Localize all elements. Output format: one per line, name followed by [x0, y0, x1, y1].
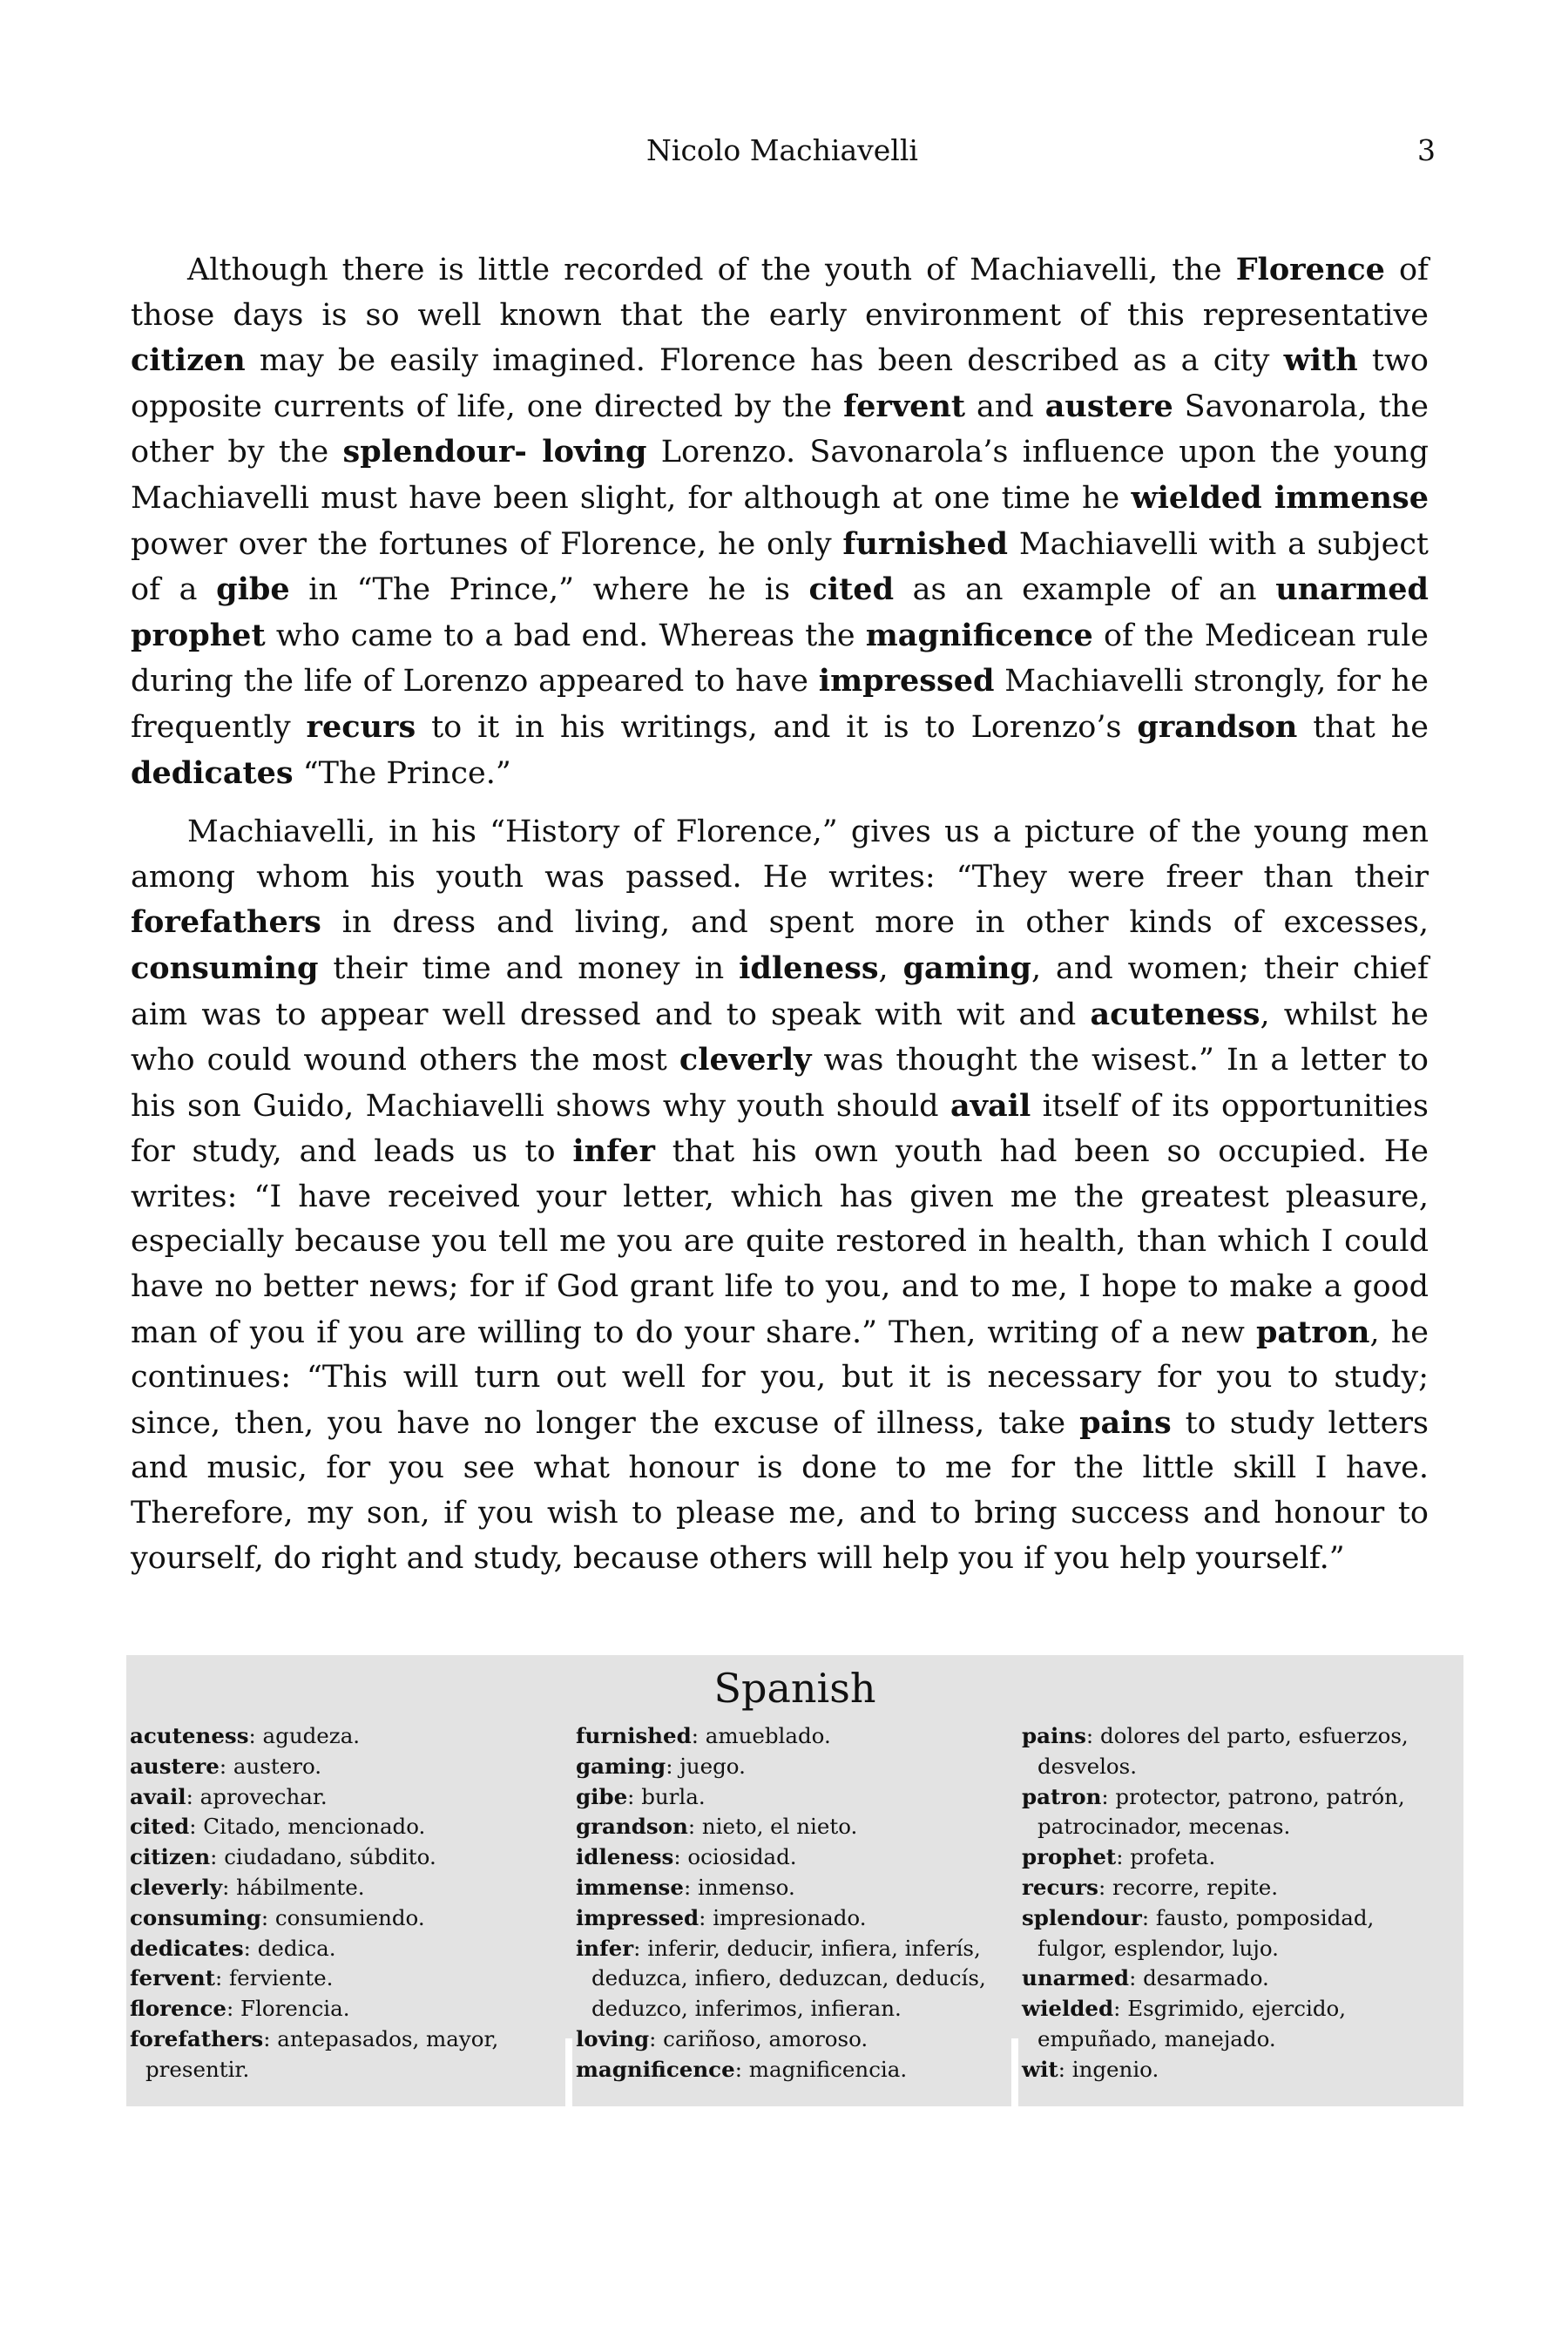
glossary-definition: : magnificencia. — [734, 2056, 908, 2082]
text-run: Although there is little recorded of the youth of Machiavelli, the — [187, 253, 1236, 287]
glossary-entry — [576, 1903, 1003, 1934]
glossary-entry — [1022, 1963, 1449, 1994]
glossary-title: Spanish — [713, 1665, 876, 1712]
glossary-entry — [130, 1842, 557, 1873]
glossary-entry — [1022, 1994, 1449, 2055]
glossary-term: wielded — [1022, 1996, 1114, 2022]
glossed-term: consuming — [131, 950, 319, 986]
glossed-term: grandson — [1137, 708, 1298, 745]
glossary-definition: : profeta. — [1116, 1844, 1216, 1870]
glossary-term: magnificence — [576, 2056, 735, 2082]
glossed-term: furnished — [842, 525, 1008, 562]
glossary-definition: : juego. — [666, 1753, 746, 1779]
glossary-entry — [1022, 1873, 1449, 1903]
glossary-entry — [1022, 1903, 1449, 1964]
glossary-definition: : Esgrimido, ejercido, empuñado, manejado. — [1037, 1996, 1347, 2051]
glossary-term: unarmed — [1022, 1965, 1130, 1991]
glossary-term: acuteness — [130, 1723, 249, 1748]
text-run: , — [878, 950, 903, 986]
glossary-term: cleverly — [130, 1874, 223, 1900]
text-run: , whilst he who could wound others the most — [131, 997, 1429, 1078]
glossary-term: gibe — [576, 1783, 628, 1809]
text-run: Lorenzo. Savonarola’s influence upon the young Machiavelli must have been slight, for although at one time he — [131, 435, 1429, 516]
glossed-term: gaming — [902, 950, 1031, 986]
glossary-entry — [576, 1812, 1003, 1842]
glossary-entry — [130, 1994, 557, 2024]
glossary-entry — [1022, 1842, 1449, 1873]
glossary-entry — [576, 1873, 1003, 1903]
text-run: two opposite currents of life, one directed by the — [131, 343, 1429, 424]
glossary-term: pains — [1022, 1723, 1086, 1748]
glossary-term: fervent — [130, 1965, 215, 1991]
glossary-term: patron — [1022, 1783, 1102, 1809]
glossed-term: acuteness — [1090, 996, 1260, 1032]
glossary-entry — [130, 1903, 557, 1934]
glossary-entry — [130, 1752, 557, 1782]
text-run: “The Prince.” — [293, 755, 511, 791]
column-gap — [1011, 2038, 1018, 2108]
glossary-term: gaming — [576, 1753, 666, 1779]
glossary-entry — [576, 1752, 1003, 1782]
glossary-definition: : nieto, el nieto. — [687, 1814, 858, 1840]
glossary-definition: : consumiendo. — [260, 1904, 425, 1930]
glossed-term: splendour- loving — [342, 434, 647, 470]
glossed-term: austere — [1044, 388, 1173, 424]
glossary-entry — [130, 2024, 557, 2085]
text-run: Machiavelli, in his “History of Florence,” gives us a picture of the young men among whom his youth was passed. He writes: “They were freer than their — [131, 814, 1429, 895]
body-text — [131, 247, 1429, 1595]
glossary-term: immense — [576, 1874, 684, 1900]
glossed-term: forefathers — [131, 904, 321, 941]
glossed-term: cleverly — [679, 1042, 812, 1078]
text-run: as an example of an — [894, 572, 1276, 608]
glossary-term: recurs — [1022, 1874, 1098, 1900]
glossary-entry — [576, 1721, 1003, 1752]
glossed-term: gibe — [216, 571, 290, 608]
text-run: to it in his writings, and it is to Lorenzo’s — [416, 709, 1138, 745]
glossed-term: impressed — [818, 663, 995, 700]
glossary-entry — [130, 1934, 557, 1964]
glossary-term: dedicates — [130, 1935, 244, 1961]
glossary-definition: : fausto, pomposidad, fulgor, esplendor, lujo. — [1037, 1904, 1375, 1961]
glossary-definition: : inferir, deducir, infiera, inferís, deduzca, infiero, deduzcan, deducís, deduzco, inferimos, infieran. — [591, 1935, 986, 2022]
glossary-entry — [130, 1812, 557, 1842]
glossary-term: florence — [130, 1996, 226, 2022]
glossary-definition: : dedica. — [243, 1935, 336, 1961]
glossary-term: austere — [130, 1753, 220, 1779]
glossary-definition: : ferviente. — [215, 1965, 334, 1991]
text-run: of the Medicean rule during the life of Lorenzo appeared to have — [131, 618, 1429, 700]
spanish-glossary — [126, 1655, 1463, 2108]
glossary-term: prophet — [1022, 1844, 1117, 1870]
text-run: power over the fortunes of Florence, he only — [131, 526, 843, 562]
glossary-term: wit — [1022, 2056, 1058, 2082]
text-run: in “The Prince,” where he is — [289, 572, 809, 608]
text-run: of those days is so well known that the early environment of this representative — [131, 253, 1429, 333]
glossed-term: infer — [572, 1133, 655, 1170]
glossary-entry — [576, 1842, 1003, 1873]
glossary-definition: : dolores del parto, esfuerzos, desvelos. — [1037, 1723, 1409, 1779]
page-number: 3 — [1417, 133, 1436, 167]
glossary-column — [576, 1721, 1003, 2085]
glossary-entry — [1022, 1721, 1449, 1782]
glossed-term: recurs — [306, 708, 416, 745]
glossary-term: citizen — [130, 1844, 211, 1870]
glossed-term: with — [1283, 342, 1358, 379]
glossary-entry — [576, 2024, 1003, 2055]
glossary-definition: : recorre, repite. — [1098, 1874, 1279, 1900]
glossary-term: idleness — [576, 1844, 674, 1870]
glossed-term: magnificence — [865, 617, 1093, 653]
glossed-term: citizen — [131, 342, 246, 379]
glossary-entry — [576, 1934, 1003, 2024]
glossary-entry — [130, 1782, 557, 1813]
text-run: to study letters and music, for you see what honour is done to me for the little skill I have. Therefore, my son, if you wish to please me, and to bring success and honour to yourself, do right and study, because others will help you if you help yourself.” — [131, 1405, 1429, 1576]
text-run: who came to a bad end. Whereas the — [265, 618, 866, 653]
glossary-term: consuming — [130, 1904, 261, 1930]
glossed-term: wielded immense — [1131, 479, 1429, 516]
text-run: in dress and living, and spent more in other kinds of excesses, — [321, 905, 1429, 941]
text-run: that his own youth had been so occupied. He writes: “I have received your letter, which has given me the greatest pleasure, especially because you tell me you are quite restored in health, than which I could have no better news; for if God grant life to you, and to me, I hope to make a good man of you if you are willing to do your share.” Then, writing of a new — [131, 1134, 1429, 1350]
glossary-definition: : austero. — [219, 1753, 322, 1779]
text-run: that he — [1297, 709, 1429, 745]
text-run: was thought the wisest.” In a letter to his son Guido, Machiavelli shows why youth should — [131, 1043, 1429, 1124]
glossary-definition: : burla. — [627, 1783, 706, 1809]
glossary-term: impressed — [576, 1904, 700, 1930]
glossary-term: loving — [576, 2025, 650, 2051]
glossary-entry — [1022, 2055, 1449, 2085]
glossary-definition: : ingenio. — [1058, 2056, 1159, 2082]
paragraph — [131, 810, 1429, 1581]
text-run: itself of its opportunities for study, and leads us to — [131, 1088, 1429, 1170]
glossed-term: dedicates — [131, 754, 294, 791]
glossed-term: unarmed prophet — [131, 571, 1429, 653]
running-head — [129, 129, 1436, 172]
glossary-definition: : desarmado. — [1129, 1965, 1269, 1991]
glossary-bottom-edge — [126, 2106, 1463, 2110]
glossed-term: pains — [1079, 1404, 1172, 1441]
glossary-definition: : ociosidad. — [673, 1844, 797, 1870]
text-run: Machiavelli strongly, for he frequently — [131, 664, 1429, 745]
glossary-definition: : protector, patrono, patrón, patrocinador, mecenas. — [1037, 1783, 1405, 1840]
glossary-definition: : antepasados, mayor, presentir. — [145, 2025, 499, 2082]
glossary-term: avail — [130, 1783, 186, 1809]
glossary-definition: : Florencia. — [226, 1996, 350, 2022]
glossed-term: idleness — [739, 950, 879, 986]
glossed-term: fervent — [843, 388, 966, 424]
glossary-definition: : inmenso. — [683, 1874, 795, 1900]
glossary-entry — [576, 1782, 1003, 1813]
glossary-definition: : ciudadano, súbdito. — [210, 1844, 436, 1870]
glossary-column — [130, 1721, 557, 2085]
text-run: Savonarola, the other by the — [131, 389, 1429, 470]
glossed-term: avail — [950, 1087, 1031, 1124]
glossary-term: grandson — [576, 1814, 688, 1840]
glossed-term: patron — [1255, 1314, 1370, 1350]
glossary-definition: : agudeza. — [248, 1723, 361, 1748]
paragraph — [131, 247, 1429, 796]
glossary-term: furnished — [576, 1723, 692, 1748]
glossary-column — [1022, 1721, 1449, 2085]
glossary-term: infer — [576, 1935, 634, 1961]
glossary-definition: : amueblado. — [691, 1723, 831, 1748]
glossary-entry — [130, 1721, 557, 1752]
glossary-term: cited — [130, 1814, 190, 1840]
glossary-entry — [130, 1873, 557, 1903]
text-run: Machiavelli with a subject of a — [131, 526, 1429, 608]
glossary-definition: : cariñoso, amoroso. — [649, 2025, 868, 2051]
glossary-term: forefathers — [130, 2025, 264, 2051]
glossary-entry — [1022, 1782, 1449, 1843]
text-run: may be easily imagined. Florence has been described as a city — [245, 343, 1284, 379]
glossary-definition: : hábilmente. — [222, 1874, 365, 1900]
glossary-entry — [130, 1963, 557, 1994]
glossed-term: Florence — [1235, 252, 1385, 287]
text-run: and — [965, 389, 1045, 424]
glossary-definition: : Citado, mencionado. — [189, 1814, 426, 1840]
text-run: , and women; their chief aim was to appear well dressed and to speak with wit and — [131, 950, 1429, 1032]
text-run: their time and money in — [318, 950, 740, 986]
glossary-term: splendour — [1022, 1904, 1142, 1930]
glossed-term: cited — [808, 571, 895, 608]
column-gap — [565, 2038, 572, 2108]
glossary-definition: : aprovechar. — [186, 1783, 328, 1809]
glossary-definition: : impresionado. — [699, 1904, 867, 1930]
glossary-entry — [576, 2055, 1003, 2085]
text-run: , he continues: “This will turn out well for you, but it is necessary for you to study; since, then, you have no longer the excuse of illness, take — [131, 1315, 1429, 1441]
running-title: Nicolo Machiavelli — [646, 133, 918, 167]
